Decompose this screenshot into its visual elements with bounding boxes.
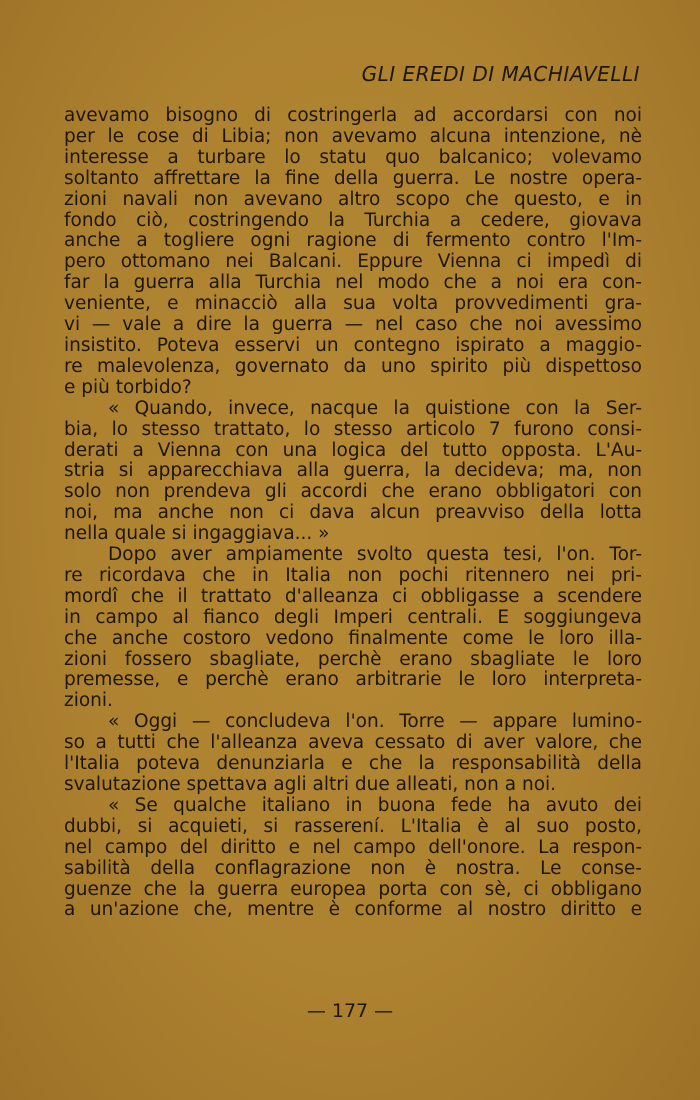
text-line: vi — vale a dire la guerra — nel caso che noi avessimo [64, 314, 642, 336]
text-line: zioni fossero sbagliate, perchè erano sbagliate le loro [64, 648, 642, 670]
text-line: Dopo aver ampiamente svolto questa tesi, l'on. Tor- [108, 544, 642, 566]
text-line: re ricordava che in Italia non pochi ritennero nei pri- [64, 564, 642, 586]
text-line: stria si apparecchiava alla guerra, la decideva; ma, non [64, 460, 642, 482]
text-line: solo non prendeva gli accordi che erano obbligatori con [64, 481, 642, 503]
body-text [64, 106, 642, 921]
text-line: bia, lo stesso trattato, lo stesso articolo 7 furono consi- [64, 418, 642, 440]
text-line: che anche costoro vedono finalmente come le loro illa- [64, 627, 642, 649]
text-line: derati a Vienna con una logica del tutto opposta. L'Au- [64, 439, 642, 461]
text-line: in campo al fianco degli Imperi centrali. E soggiungeva [64, 606, 642, 628]
text-line: guenze che la guerra europea porta con sè, ci obbligano [64, 878, 642, 900]
text-line: per le cose di Libia; non avevamo alcuna intenzione, nè [64, 125, 642, 147]
text-line: anche a togliere ogni ragione di fermento contro l'Im- [64, 230, 642, 252]
text-line: zioni. [64, 690, 113, 712]
text-line: premesse, e perchè erano arbitrarie le loro interpreta- [64, 669, 642, 691]
text-line: soltanto affrettare la fine della guerra. Le nostre opera- [64, 167, 642, 189]
text-line: mordî che il trattato d'alleanza ci obbligasse a scendere [64, 585, 642, 607]
text-line: e più torbido? [64, 376, 192, 398]
page-number: — 177 — [306, 1000, 394, 1022]
text-line: interesse a turbare lo statu quo balcanico; volevamo [64, 146, 642, 168]
text-line: noi, ma anche non ci dava alcun preavviso della lotta [64, 502, 642, 524]
text-line: so a tutti che l'alleanza aveva cessato di aver valore, che [64, 732, 642, 754]
text-line: zioni navali non avevano altro scopo che questo, e in [64, 188, 642, 210]
text-line: pero ottomano nei Balcani. Eppure Vienna ci impedì di [64, 251, 642, 273]
text-line: far la guerra alla Turchia nel modo che a noi era con- [64, 272, 642, 294]
text-line: nella quale si ingaggiava... » [64, 523, 330, 545]
text-line: svalutazione spettava agli altri due alleati, non a noi. [64, 774, 557, 795]
text-line: « Quando, invece, nacque la quistione con la Ser- [108, 397, 642, 419]
text-line: fondo ciò, costringendo la Turchia a cedere, giovava [64, 209, 642, 231]
text-line: veniente, e minacciò alla sua volta provvedimenti gra- [64, 293, 642, 315]
text-line: « Oggi — concludeva l'on. Torre — appare lumino- [108, 711, 642, 733]
text-line: a un'azione che, mentre è conforme al nostro diritto e [64, 899, 642, 921]
text-line: insistito. Poteva esservi un contegno ispirato a maggio- [64, 334, 642, 356]
text-line: sabilità della conflagrazione non è nostra. Le conse- [64, 857, 642, 879]
text-line: re malevolenza, governato da uno spirito più dispettoso [64, 355, 642, 377]
text-line: « Se qualche italiano in buona fede ha avuto dei [108, 794, 642, 816]
text-line: l'Italia poteva denunziarla e che la responsabilità della [64, 753, 642, 775]
text-line: dubbi, si acquieti, si rasserení. L'Italia è al suo posto, [64, 815, 642, 837]
text-line: nel campo del diritto e nel campo dell'onore. La respon- [64, 836, 642, 858]
text-line: avevamo bisogno di costringerla ad accordarsi con noi [64, 105, 642, 126]
running-header: GLI EREDI DI MACHIAVELLI [361, 62, 640, 86]
